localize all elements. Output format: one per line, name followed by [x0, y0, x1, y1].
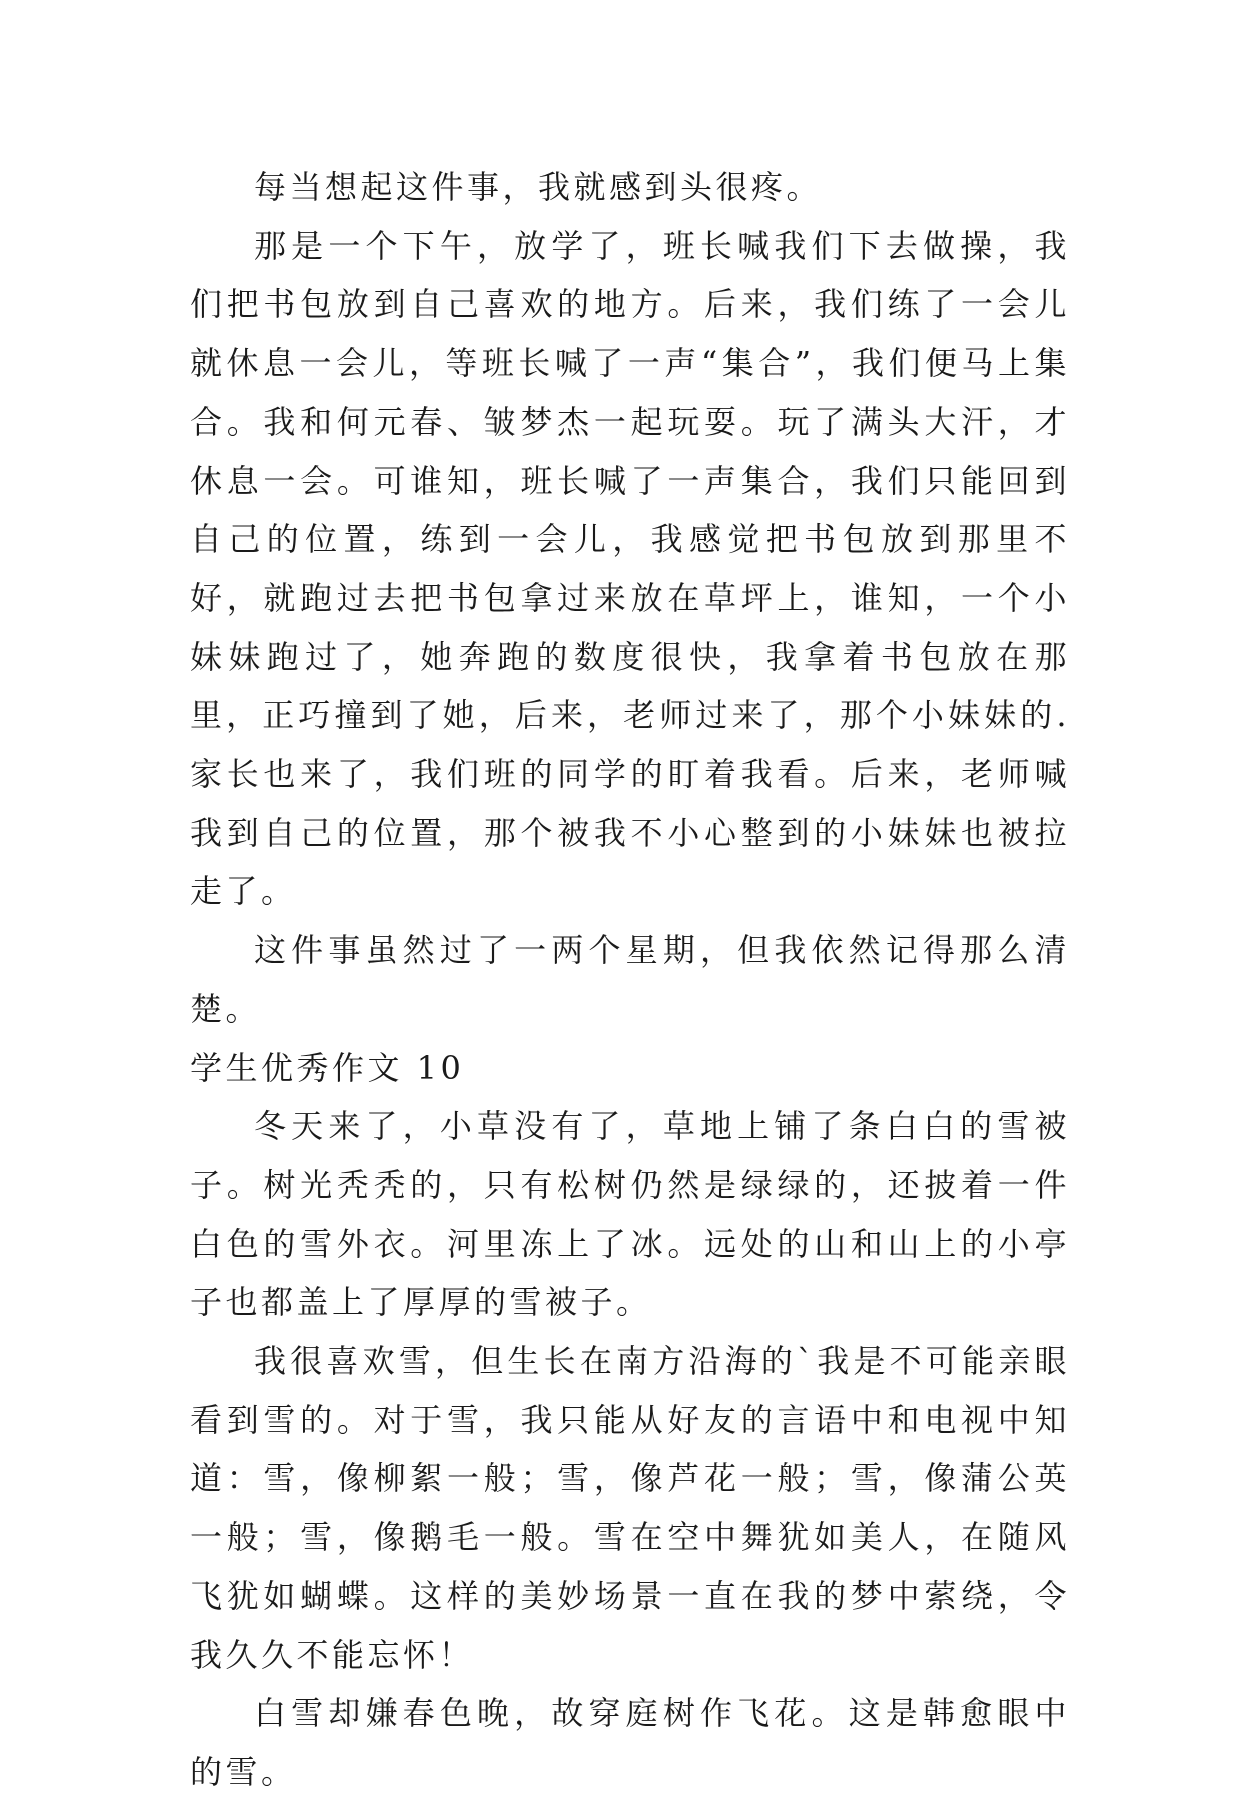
paragraph-poem: 白雪却嫌春色晚，故穿庭树作飞花。这是韩愈眼中的雪。 [190, 1694, 1070, 1791]
essay-heading: 学生优秀作文 10 [190, 1048, 465, 1087]
article-body [190, 158, 1070, 1802]
paragraph-intro: 每当想起这件事，我就感到头很疼。 [254, 168, 823, 206]
paragraph-conclusion: 这件事虽然过了一两个星期，但我依然记得那么清楚。 [190, 931, 1070, 1028]
paragraph-story: 那是一个下午，放学了，班长喊我们下去做操，我们把书包放到自己喜欢的地方。后来，我们练了一会儿就休息一会儿，等班长喊了一声“集合”，我们便马上集合。我和何元春、皱梦杰一起玩耍。玩了满头大汗，才休息一会。可谁知，班长喊了一声集合，我们只能回到自己的位置，练到一会儿，我感觉把书包放到那里不好，就跑过去把书包拿过来放在草坪上，谁知，一个小妹妹跑过了，她奔跑的数度很快，我拿着书包放在那里，正巧撞到了她，后来，老师过来了，那个小妹妹的.家长也来了，我们班的同学的盯着我看。后来，老师喊我到自己的位置，那个被我不小心整到的小妹妹也被拉走了。 [190, 226, 1070, 911]
paragraph-winter: 冬天来了，小草没有了，草地上铺了条白白的雪被子。树光秃秃的，只有松树仍然是绿绿的，还披着一件白色的雪外衣。河里冻上了冰。远处的山和山上的小亭子也都盖上了厚厚的雪被子。 [190, 1107, 1070, 1322]
paragraph-snow-love: 我很喜欢雪，但生长在南方沿海的`我是不可能亲眼看到雪的。对于雪，我只能从好友的言语中和电视中知道：雪，像柳絮一般；雪，像芦花一般；雪，像蒲公英一般；雪，像鹅毛一般。雪在空中舞犹如美人，在随风飞犹如蝴蝶。这样的美妙场景一直在我的梦中萦绕，令我久久不能忘怀！ [190, 1342, 1070, 1674]
